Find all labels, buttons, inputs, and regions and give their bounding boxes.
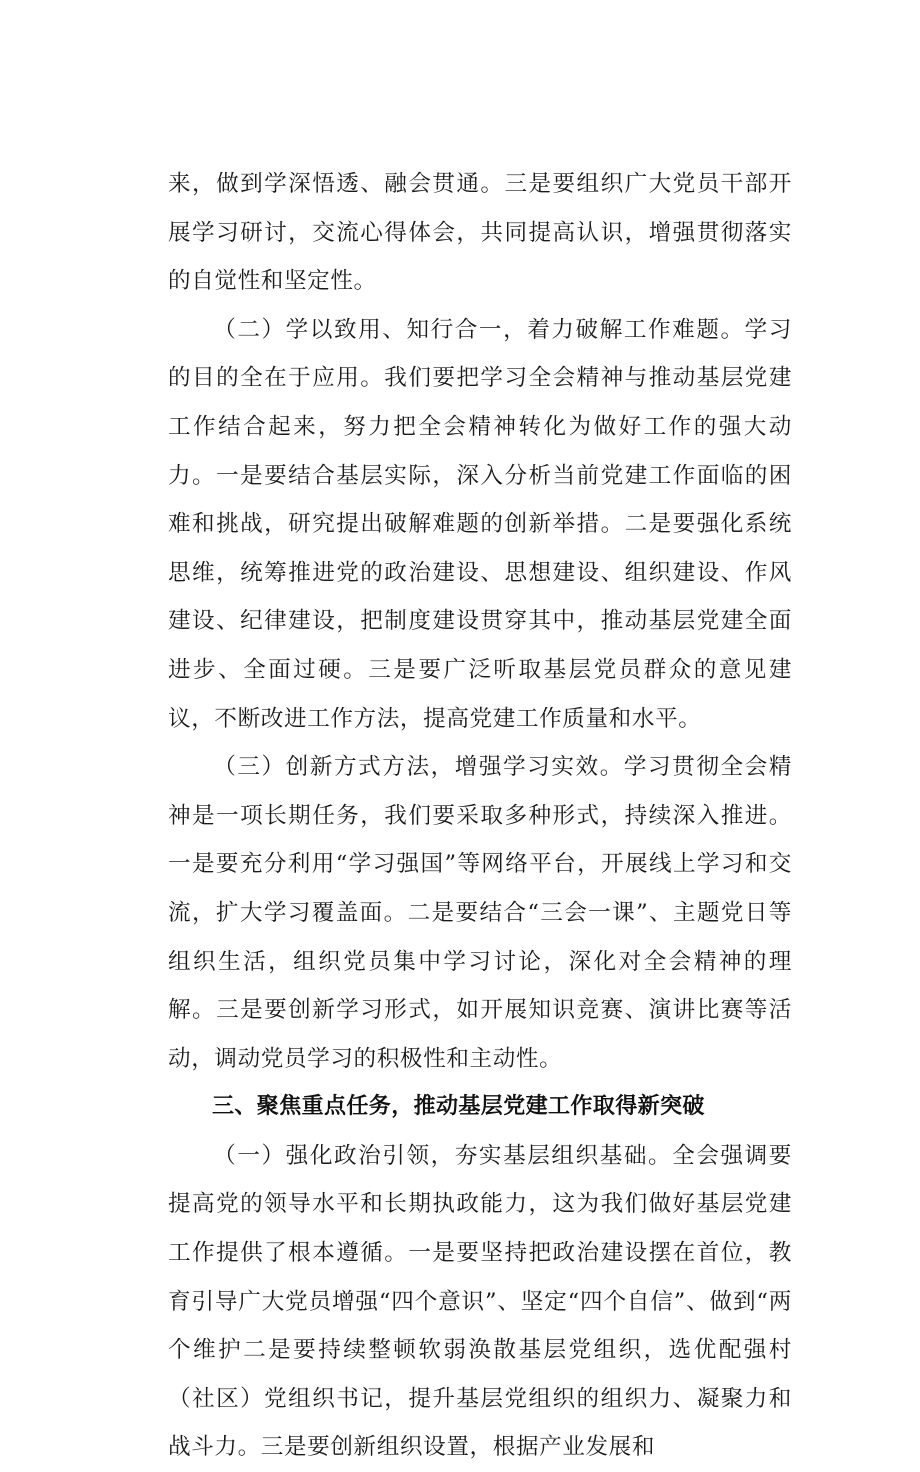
document-body [168, 160, 792, 1472]
paragraph-continuation: 来，做到学深悟透、融会贯通。三是要组织广大党员干部开展学习研讨，交流心得体会，共同提高认识，增强贯彻落实的自觉性和坚定性。 [168, 171, 792, 295]
paragraph-section-3: （三）创新方式方法，增强学习实效。学习贯彻全会精神是一项长期任务，我们要采取多种形式，持续深入推进。一是要充分利用“学习强国”等网络平台，开展线上学习和交流，扩大学习覆盖面。二是要结合“三会一课”、主题党日等组织生活，组织党员集中学习讨论，深化对全会精神的理解。三是要创新学习形式，如开展知识竞赛、演讲比赛等活动，调动党员学习的积极性和主动性。 [168, 754, 792, 1072]
paragraph-subsection-1: （一）强化政治引领，夯实基层组织基础。全会强调要提高党的领导水平和长期执政能力，这为我们做好基层党建工作提供了根本遵循。一是要坚持把政治建设摆在首位，教育引导广大党员增强“四个意识”、坚定“四个自信”、做到“两个维护二是要持续整顿软弱涣散基层党组织，选优配强村（社区）党组织书记，提升基层党组织的组织力、凝聚力和战斗力。三是要创新组织设置，根据产业发展和 [168, 1142, 792, 1461]
section-heading-three: 三、聚焦重点任务，推动基层党建工作取得新突破 [212, 1094, 705, 1120]
paragraph-section-2: （二）学以致用、知行合一，着力破解工作难题。学习的目的全在于应用。我们要把学习全会精神与推动基层党建工作结合起来，努力把全会精神转化为做好工作的强大动力。一是要结合基层实际，深入分析当前党建工作面临的困难和挑战，研究提出破解难题的创新举措。二是要强化系统思维，统筹推进党的政治建设、思想建设、组织建设、作风建设、纪律建设，把制度建设贯穿其中，推动基层党建全面进步、全面过硬。三是要广泛听取基层党员群众的意见建议，不断改进工作方法，提高党建工作质量和水平。 [168, 316, 792, 732]
